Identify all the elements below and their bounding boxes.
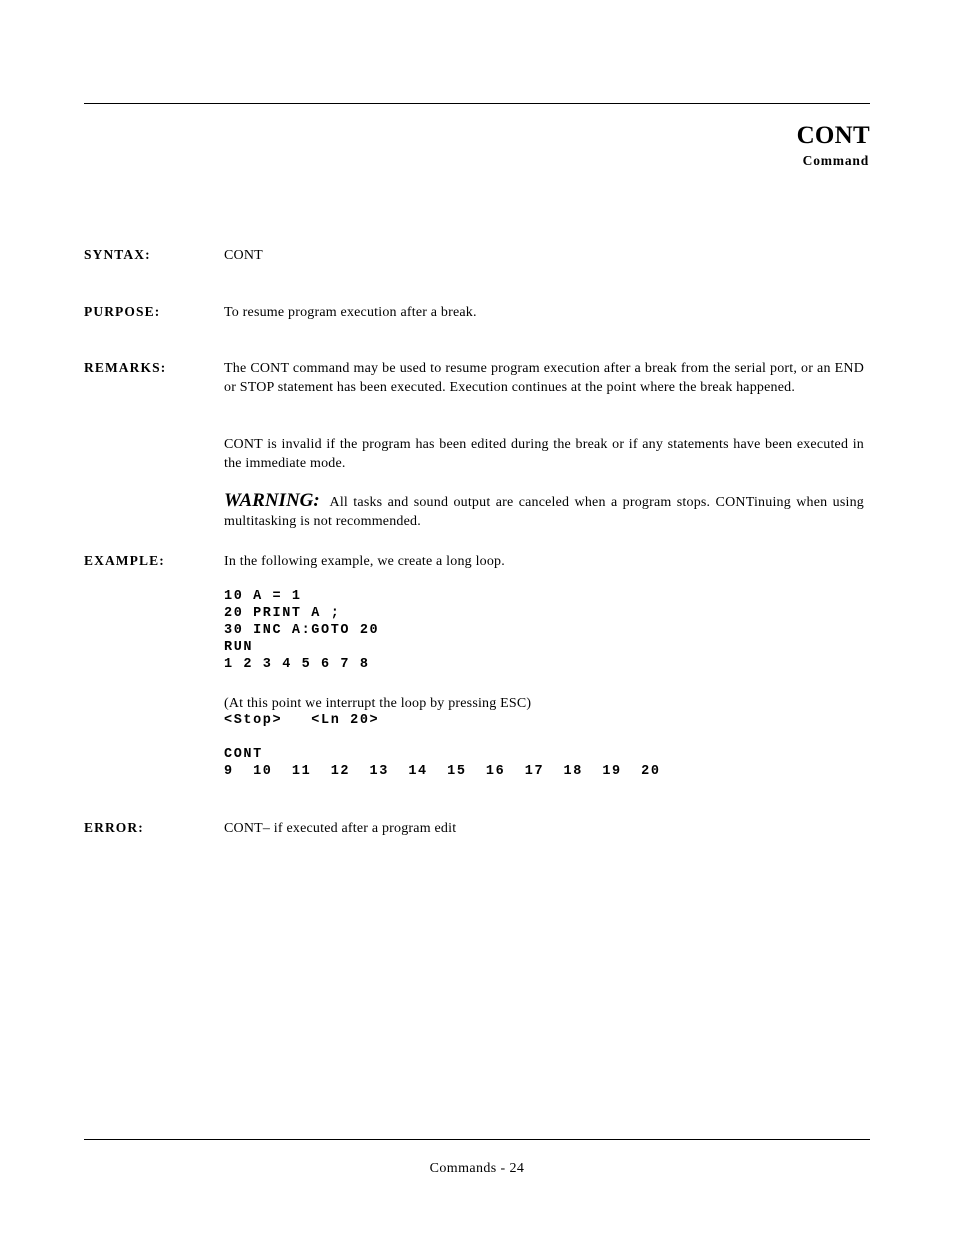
warning-text: All tasks and sound output are canceled when a program stops. CONTinuing when using multitasking is not recommended. — [224, 495, 864, 529]
purpose-text: To resume program execution after a break. — [224, 305, 477, 320]
remarks-paragraph-1: The CONT command may be used to resume program execution after a break from the serial port, or an END or STOP statement has been executed. Execution continues at the point where the break happened. — [224, 361, 864, 395]
code-line: 10 A = 1 — [224, 589, 302, 604]
stop-line: <Stop> <Ln 20> — [224, 713, 380, 728]
error-label: ERROR: — [84, 820, 144, 835]
syntax-label: SYNTAX: — [84, 247, 151, 262]
interrupt-note: (At this point we interrupt the loop by pressing ESC) — [224, 696, 532, 711]
page-subtitle: Command — [802, 153, 869, 168]
code-line: RUN — [224, 640, 254, 655]
bottom-rule — [84, 1139, 870, 1140]
code-line: 20 PRINT A ; — [224, 606, 341, 621]
error-text: CONT– if executed after a program edit — [224, 821, 457, 836]
example-label: EXAMPLE: — [84, 553, 165, 568]
example-intro: In the following example, we create a long loop. — [224, 554, 505, 569]
cont-output-line: 9 10 11 12 13 14 15 16 17 18 19 20 — [224, 764, 661, 779]
warning-paragraph — [224, 491, 864, 531]
syntax-text: CONT — [224, 248, 263, 263]
page-footer: Commands - 24 — [429, 1161, 525, 1176]
code-line: 30 INC A:GOTO 20 — [224, 623, 380, 638]
code-output-line: 1 2 3 4 5 6 7 8 — [224, 657, 370, 672]
purpose-label: PURPOSE: — [84, 304, 161, 319]
remarks-label: REMARKS: — [84, 360, 167, 375]
top-rule — [84, 103, 870, 104]
page-title: CONT — [796, 122, 870, 149]
remarks-paragraph-2: CONT is invalid if the program has been edited during the break or if any statements have been executed in the immediate mode. — [224, 437, 864, 471]
cont-command-line: CONT — [224, 747, 263, 762]
warning-label: WARNING: — [224, 490, 320, 511]
